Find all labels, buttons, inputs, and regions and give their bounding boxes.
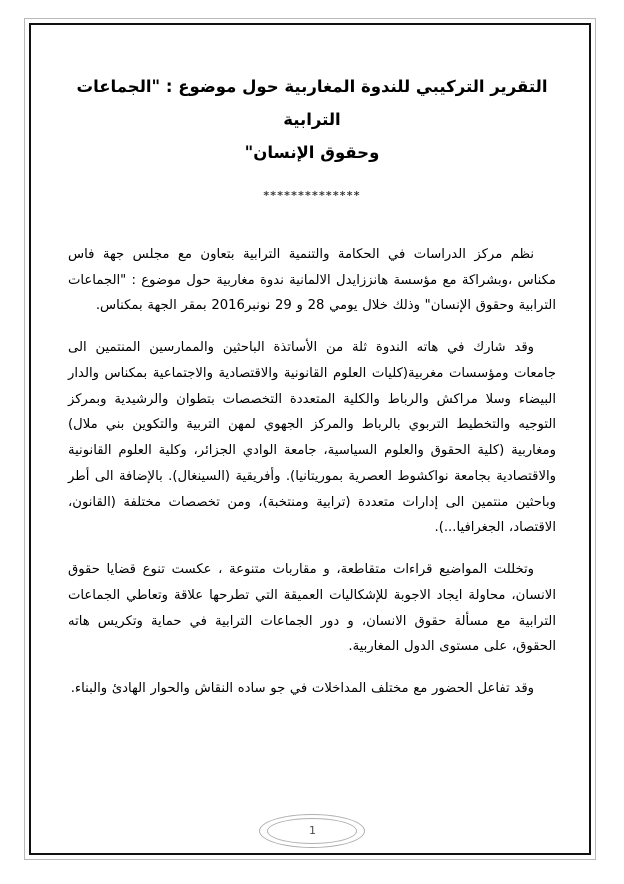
asterisk-separator: ************** — [263, 189, 361, 202]
page-title — [68, 18, 556, 169]
paragraph: وقد تفاعل الحضور مع مختلف المداخلات في جو ساده النقاش والحوار الهادئ والبناء. — [70, 681, 534, 697]
page-number-badge — [255, 812, 370, 850]
paragraph-list — [68, 202, 556, 702]
title-line-1: التقرير التركيبي للندوة المغاربية حول موضوع : "الجماعات الترابية — [76, 77, 548, 129]
paragraph: وقد شارك في هاته الندوة ثلة من الأساتذة الباحثين والممارسين المنتمين الى جامعات ومؤسسات مغربية(كليات العلوم القانونية والاقتصادية والاجتماعية بمكناس والدار البيضاء وسلا مراكش والرباط والكلية المتعددة التخصصات بتطوان والرشيدية وبمركز التوجيه والتخطيط التربوي بالرباط والمركز الجهوي لمهن التربية والتكوين بني ملال) ومغاربية (كلية الحقوق والعلوم السياسية، جامعة الوادي الجزائر، وكلية العلوم القانونية والاقتصادية بجامعة نواكشوط العصرية بموريتانيا). وأفريقية (السينغال). بالإضافة الى أطر وباحثين منتمين الى إدارات متعددة (ترابية ومنتخبة)، ومن تخصصات مختلفة (القانون، الاقتصاد، الجغرافيا...). — [68, 340, 556, 536]
page-number-label: 1 — [309, 824, 316, 837]
document-body — [68, 18, 556, 838]
paragraph: نظم مركز الدراسات في الحكامة والتنمية الترابية بتعاون مع مجلس جهة فاس مكناس ،وبشراكة مع مؤسسة هانززايدل الالمانية ندوة مغاربية حول موضوع : "الجماعات الترابية وحقوق الإنسان" وذلك خلال يومي 28 و 29 نونبر2016 بمقر الجهة بمكناس. — [68, 247, 556, 314]
title-line-2: وحقوق الإنسان" — [244, 143, 380, 162]
paragraph: وتخللت المواضيع قراءات متقاطعة، و مقاربات متنوعة ، عكست تنوع قضايا حقوق الانسان، محاولة ايجاد الاجوبة للإشكاليات العميقة التي تطرحها علاقة وتعاطي الجماعات الترابية مع مسألة حقوق الانسان، و دور الجماعات الترابية في حماية وتكريس هاته الحقوق، على مستوى الدول المغاربية. — [68, 562, 556, 655]
